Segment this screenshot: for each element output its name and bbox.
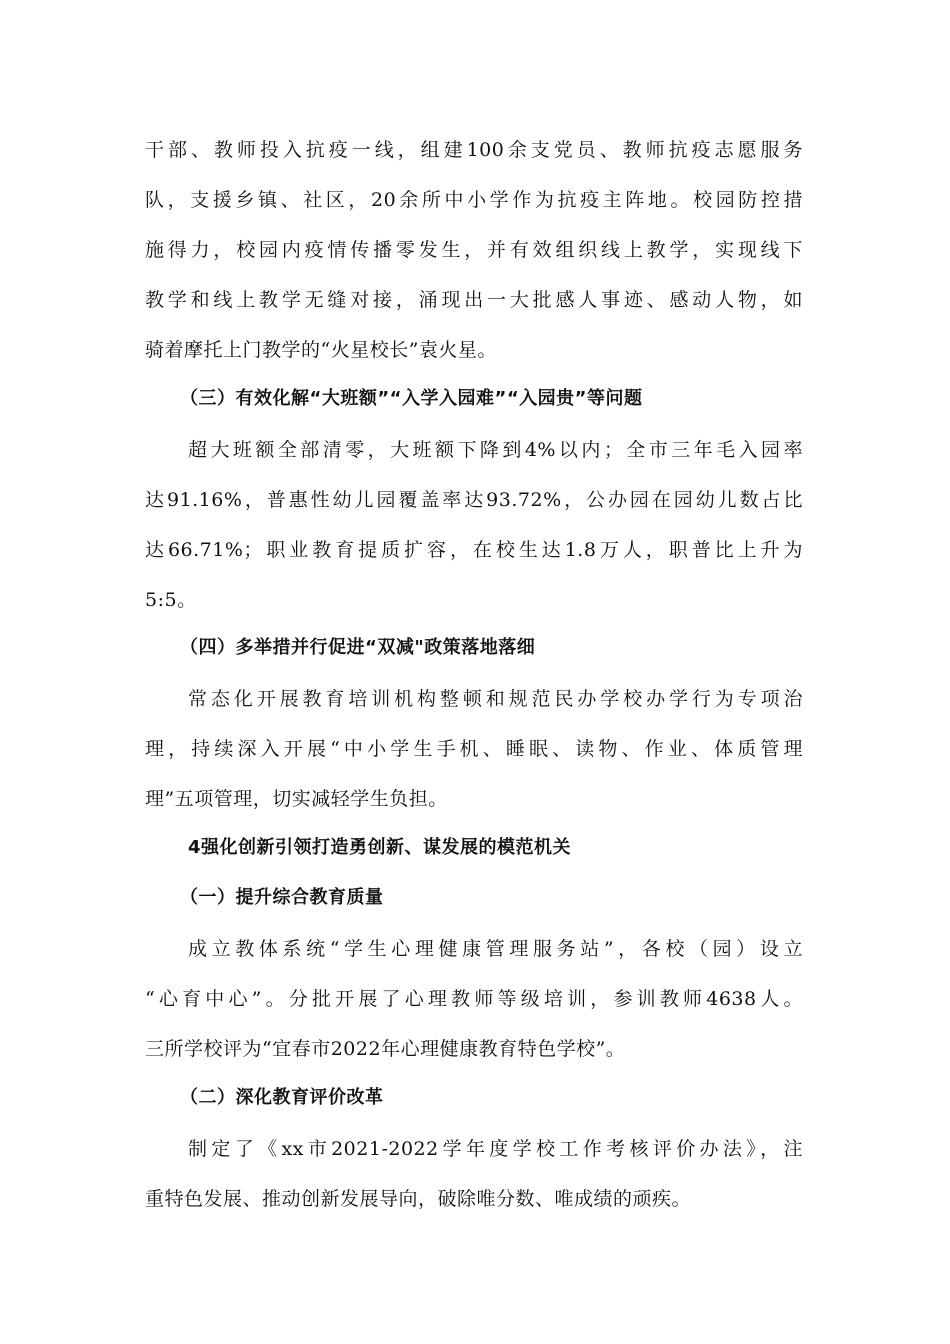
subheading-four: （四）多举措并行促进“双减"政策落地落细 [180, 637, 536, 658]
paragraph-line: 超大班额全部清零，大班额下降到4%以内；全市三年毛入园率 [188, 439, 803, 461]
paragraph-line: 理，持续深入开展“中小学生手机、睡眠、读物、作业、体质管理 [145, 738, 803, 760]
subheading-two: （二）深化教育评价改革 [180, 1087, 384, 1108]
paragraph-line: 教学和线上教学无缝对接，涌现出一大批感人事迹、感动人物，如 [145, 289, 803, 311]
paragraph-line: 成立教体系统“学生心理健康管理服务站”，各校（园）设立 [188, 938, 803, 960]
paragraph-line: 制定了《xx市2021-2022学年度学校工作考核评价办法》，注 [188, 1138, 803, 1160]
paragraph-line: 三所学校评为“宜春市2022年心理健康教育特色学校”。 [145, 1038, 626, 1060]
paragraph-line: “心育中心”。分批开展了心理教师等级培训，参训教师4638人。 [145, 988, 803, 1010]
paragraph-line: 重特色发展、推动创新发展导向，破除唯分数、唯成绩的顽疾。 [145, 1188, 692, 1210]
paragraph-line: 达91.16%，普惠性幼儿园覆盖率达93.72%，公办园在园幼儿数占比 [145, 489, 803, 511]
paragraph-line: 骑着摩托上门教学的“火星校长”袁火星。 [145, 339, 497, 361]
subheading-one: （一）提升综合教育质量 [180, 887, 384, 908]
subheading-three: （三）有效化解“大班额”“入学入园难”“入园贵”等问题 [180, 388, 643, 409]
paragraph-line: 干部、教师投入抗疫一线，组建100余支党员、教师抗疫志愿服务 [145, 139, 803, 161]
paragraph-line: 5:5。 [145, 589, 197, 611]
paragraph-line: 施得力，校园内疫情传播零发生，并有效组织线上教学，实现线下 [145, 239, 803, 261]
section-heading-four: 4强化创新引领打造勇创新、谋发展的模范机关 [188, 837, 572, 858]
paragraph-line: 常态化开展教育培训机构整顿和规范民办学校办学行为专项治 [188, 688, 803, 710]
paragraph-line: 队，支援乡镇、社区，20余所中小学作为抗疫主阵地。校园防控措 [145, 189, 803, 211]
paragraph-line: 达66.71%；职业教育提质扩容，在校生达1.8万人，职普比上升为 [145, 539, 803, 561]
paragraph-line: 理”五项管理，切实减轻学生负担。 [145, 788, 448, 810]
